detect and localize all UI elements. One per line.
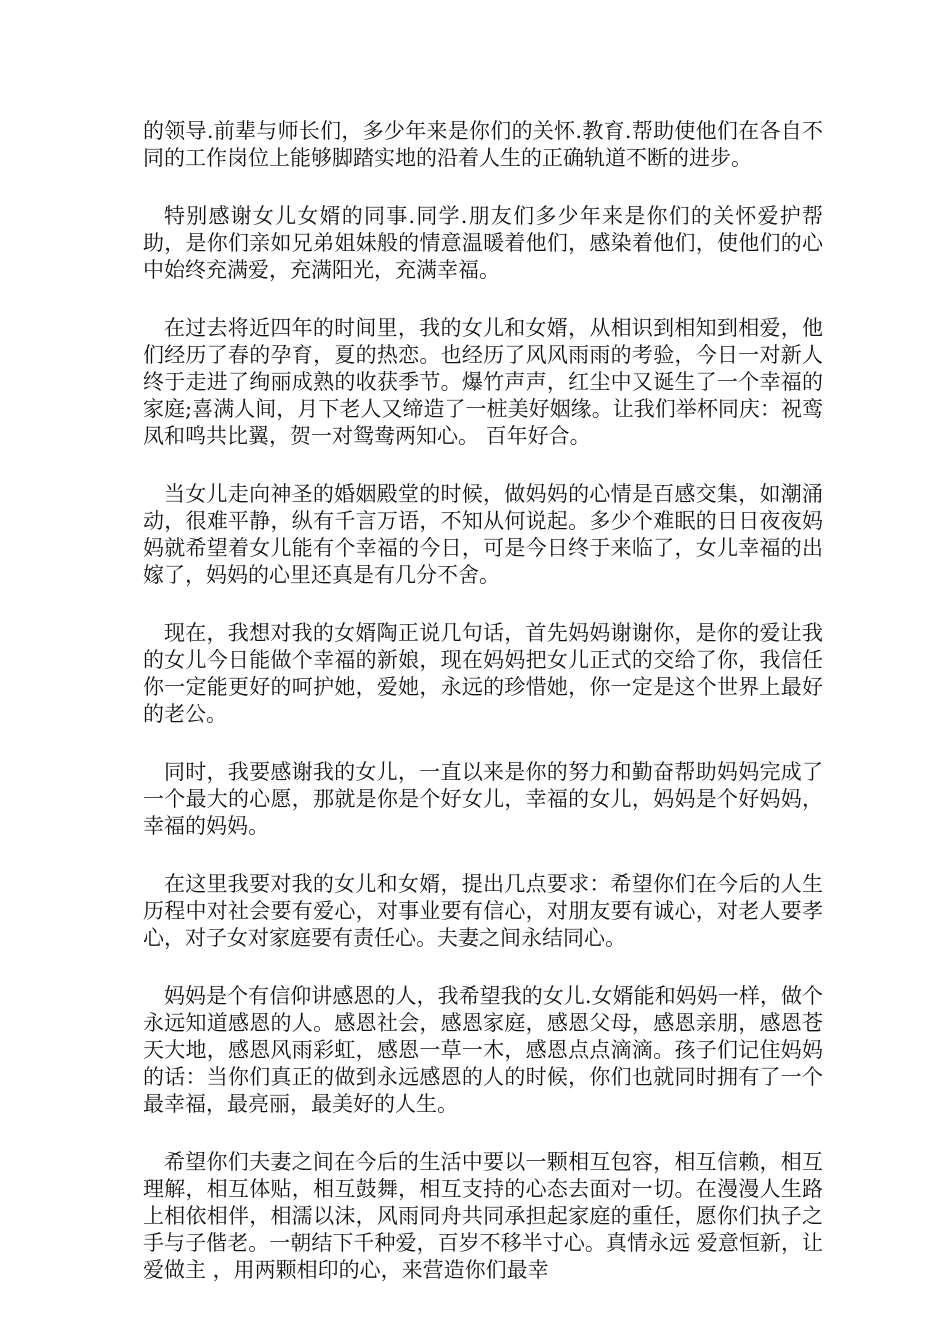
paragraph-9: 希望你们夫妻之间在今后的生活中要以一颗相互包容，相互信赖，相互理解，相互体贴，相互鼓舞，相互支持的心态去面对一切。在漫漫人生路上相依相伴，相濡以沫，风雨同舟共同承担起家庭的重任，愿你们执子之手与子偕老。一朝结下千种爱，百岁不移半寸心。真情永远 爱意恒新，让爱做主 ，用两颗相印的心，来营造你们最幸	[143, 1150, 823, 1282]
document-body	[143, 118, 823, 1315]
paragraph-3: 在过去将近四年的时间里，我的女儿和女婿，从相识到相知到相爱，他们经历了春的孕育，夏的热恋。也经历了风风雨雨的考验，今日一对新人终于走进了绚丽成熟的收获季节。爆竹声声，红尘中又诞生了一个幸福的家庭;喜满人间，月下老人又缔造了一桩美好姻缘。让我们举杯同庆：祝鸾凤和鸣共比翼，贺一对鸳鸯两知心。 百年好合。	[143, 316, 823, 448]
paragraph-8: 妈妈是个有信仰讲感恩的人，我希望我的女儿.女婿能和妈妈一样，做个永远知道感恩的人。感恩社会，感恩家庭，感恩父母，感恩亲朋，感恩苍天大地，感恩风雨彩虹，感恩一草一木，感恩点点滴滴。孩子们记住妈妈的话：当你们真正的做到永远感恩的人的时候，你们也就同时拥有了一个最幸福，最亮丽，最美好的人生。	[143, 984, 823, 1116]
paragraph-2: 特别感谢女儿女婿的同事.同学.朋友们多少年来是你们的关怀爱护帮助，是你们亲如兄弟姐妹般的情意温暖着他们，感染着他们，使他们的心中始终充满爱，充满阳光，充满幸福。	[143, 204, 823, 282]
paragraph-4: 当女儿走向神圣的婚姻殿堂的时候，做妈妈的心情是百感交集，如潮涌动，很难平静，纵有千言万语，不知从何说起。多少个难眠的日日夜夜妈妈就希望着女儿能有个幸福的今日，可是今日终于来临了，女儿幸福的出嫁了，妈妈的心里还真是有几分不舍。	[143, 482, 823, 587]
paragraph-6: 同时，我要感谢我的女儿，一直以来是你的努力和勤奋帮助妈妈完成了一个最大的心愿，那就是你是个好女儿，幸福的女儿，妈妈是个好妈妈，幸福的妈妈。	[143, 760, 823, 838]
paragraph-7: 在这里我要对我的女儿和女婿，提出几点要求：希望你们在今后的人生历程中对社会要有爱心，对事业要有信心，对朋友要有诚心，对老人要孝心，对子女对家庭要有责任心。夫妻之间永结同心。	[143, 872, 823, 950]
paragraph-5: 现在，我想对我的女婿陶正说几句话，首先妈妈谢谢你，是你的爱让我的女儿今日能做个幸福的新娘，现在妈妈把女儿正式的交给了你，我信任你一定能更好的呵护她，爱她，永远的珍惜她，你一定是这个世界上最好的老公。	[143, 621, 823, 726]
paragraph-1: 的领导.前辈与师长们，多少年来是你们的关怀.教育.帮助使他们在各自不同的工作岗位上能够脚踏实地的沿着人生的正确轨道不断的进步。	[143, 119, 823, 170]
